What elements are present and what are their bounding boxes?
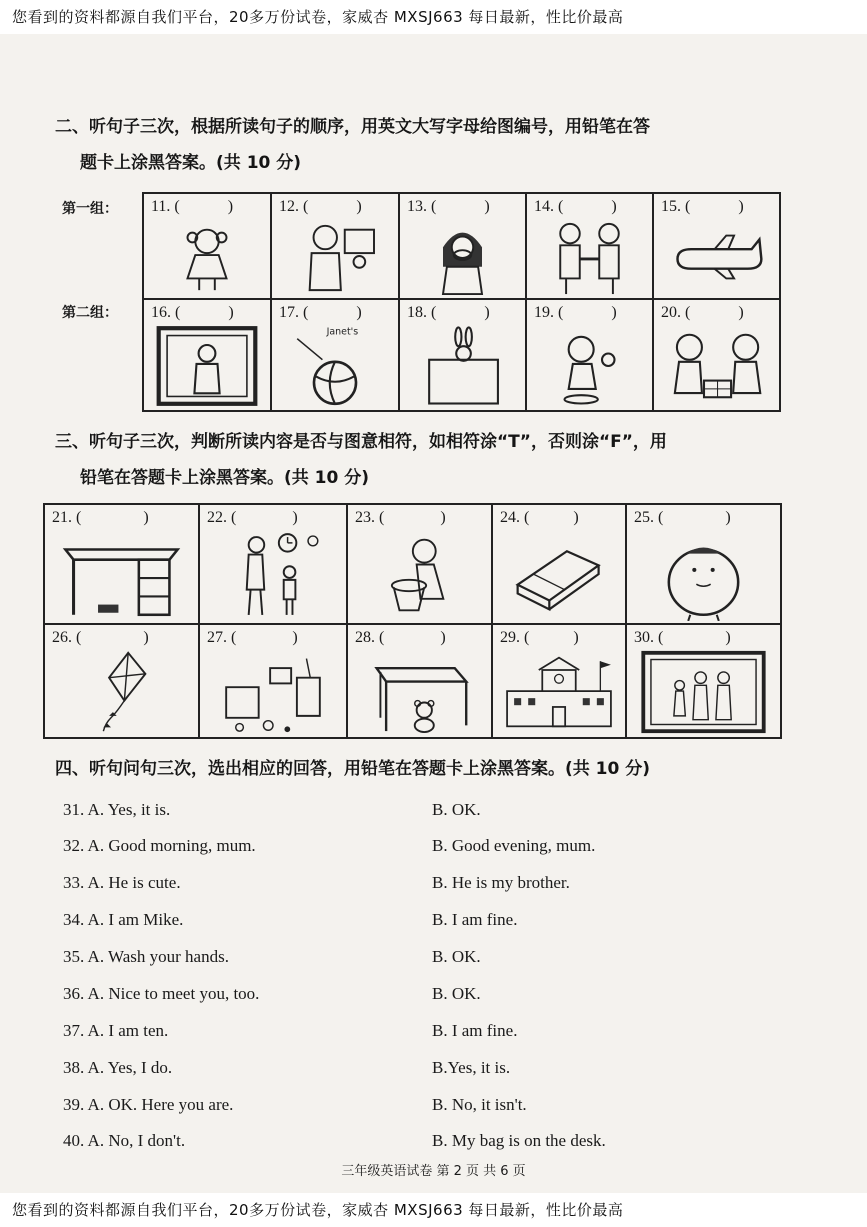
section3-title-line1: 三、听句子三次，判断所读内容是否与图意相符，如相符涂“T”，否则涂“F”，用 bbox=[55, 432, 667, 452]
section4-title: 四、听句问句三次，选出相应的回答，用铅笔在答题卡上涂黑答案。(共 10 分) bbox=[55, 759, 651, 779]
teacher-icon bbox=[272, 218, 398, 296]
option-b: B. OK. bbox=[432, 984, 481, 1003]
section2-picture-grid bbox=[142, 192, 781, 412]
item-19: 19. ( ) bbox=[526, 299, 653, 411]
question-39 bbox=[63, 1095, 823, 1125]
ball-icon bbox=[272, 324, 398, 408]
option-b: B. OK. bbox=[432, 800, 481, 819]
group2-label: 第二组： bbox=[62, 305, 118, 321]
page-footer: 三年级英语试卷 第 2 页 共 6 页 bbox=[341, 1164, 526, 1179]
question-35 bbox=[63, 947, 823, 977]
ball-caption: Janet's bbox=[326, 326, 359, 338]
option-b: B.Yes, it is. bbox=[432, 1058, 511, 1077]
item-15: 15. ( ) bbox=[653, 193, 780, 299]
girl-covering-mouth-icon bbox=[400, 218, 525, 296]
girl-icon bbox=[144, 218, 270, 296]
question-34 bbox=[63, 910, 823, 940]
item-16: 16. ( ) bbox=[143, 299, 271, 411]
option-a: 35. A. Wash your hands. bbox=[63, 947, 229, 966]
option-b: B. No, it isn't. bbox=[432, 1095, 527, 1114]
item-26: 26. ( ) bbox=[44, 624, 199, 738]
kite-icon bbox=[45, 649, 198, 735]
question-36 bbox=[63, 984, 823, 1014]
option-b: B. I am fine. bbox=[432, 910, 518, 929]
boy-eating-icon bbox=[527, 324, 652, 408]
group1-label: 第一组： bbox=[62, 201, 118, 217]
item-24: 24. ( ) bbox=[492, 504, 626, 624]
pencil-box-icon bbox=[493, 529, 625, 621]
option-a: 33. A. He is cute. bbox=[63, 873, 181, 892]
desk-icon bbox=[45, 529, 198, 621]
option-a: 37. A. I am ten. bbox=[63, 1021, 169, 1040]
item-30: 30. ( ) bbox=[626, 624, 781, 738]
option-a: 39. A. OK. Here you are. bbox=[63, 1095, 234, 1114]
section2-title-line1: 二、听句子三次，根据所读句子的顺序，用英文大写字母给图编号，用铅笔在答 bbox=[55, 117, 650, 137]
item-20: 20. ( ) bbox=[653, 299, 780, 411]
option-a: 31. A. Yes, it is. bbox=[63, 800, 171, 819]
option-b: B. I am fine. bbox=[432, 1021, 518, 1040]
item-25: 25. ( ) bbox=[626, 504, 781, 624]
question-33 bbox=[63, 873, 823, 903]
option-a: 34. A. I am Mike. bbox=[63, 910, 184, 929]
father-son-clock-icon bbox=[200, 529, 346, 621]
question-40 bbox=[63, 1131, 823, 1161]
bottom-banner: 您看到的资料都源自我们平台，20多万份试卷，家威杏 MXSJ663 每日最新，性比价最高 bbox=[0, 1193, 867, 1227]
question-31 bbox=[63, 800, 823, 830]
item-22: 22. ( ) bbox=[199, 504, 347, 624]
option-b: B. He is my brother. bbox=[432, 873, 570, 892]
item-18: 18. ( ) bbox=[399, 299, 526, 411]
item-11: 11. ( ) bbox=[143, 193, 271, 299]
boys-playing-chess-icon bbox=[654, 324, 779, 408]
item-12: 12. ( ) bbox=[271, 193, 399, 299]
item-29: 29. ( ) bbox=[492, 624, 626, 738]
option-a: 32. A. Good morning, mum. bbox=[63, 836, 256, 855]
handshake-icon bbox=[527, 218, 652, 296]
rabbit-in-box-icon bbox=[400, 324, 525, 408]
section3-title-line2: 铅笔在答题卡上涂黑答案。(共 10 分) bbox=[80, 468, 370, 488]
messy-room-icon bbox=[200, 649, 346, 735]
item-14: 14. ( ) bbox=[526, 193, 653, 299]
boy-washing-hands-icon bbox=[348, 529, 491, 621]
option-b: B. Good evening, mum. bbox=[432, 836, 596, 855]
top-banner: 您看到的资料都源自我们平台，20多万份试卷，家威杏 MXSJ663 每日最新，性比价最高 bbox=[0, 0, 867, 34]
option-b: B. My bag is on the desk. bbox=[432, 1131, 606, 1150]
framed-portrait-icon bbox=[144, 324, 270, 408]
family-photo-icon bbox=[627, 649, 780, 735]
question-37 bbox=[63, 1021, 823, 1051]
fat-man-icon bbox=[627, 529, 780, 621]
item-17: 17. ( ) Janet's bbox=[271, 299, 399, 411]
item-27: 27. ( ) bbox=[199, 624, 347, 738]
item-21: 21. ( ) bbox=[44, 504, 199, 624]
school-building-icon bbox=[493, 649, 625, 735]
question-32 bbox=[63, 836, 823, 866]
question-38 bbox=[63, 1058, 823, 1088]
item-23: 23. ( ) bbox=[347, 504, 492, 624]
section3-picture-grid bbox=[43, 503, 782, 739]
airplane-icon bbox=[654, 218, 779, 296]
item-13: 13. ( ) bbox=[399, 193, 526, 299]
option-a: 36. A. Nice to meet you, too. bbox=[63, 984, 260, 1003]
item-28: 28. ( ) bbox=[347, 624, 492, 738]
bear-under-table-icon bbox=[348, 649, 491, 735]
option-b: B. OK. bbox=[432, 947, 481, 966]
section2-title-line2: 题卡上涂黑答案。(共 10 分) bbox=[80, 153, 302, 173]
option-a: 38. A. Yes, I do. bbox=[63, 1058, 173, 1077]
option-a: 40. A. No, I don't. bbox=[63, 1131, 186, 1150]
